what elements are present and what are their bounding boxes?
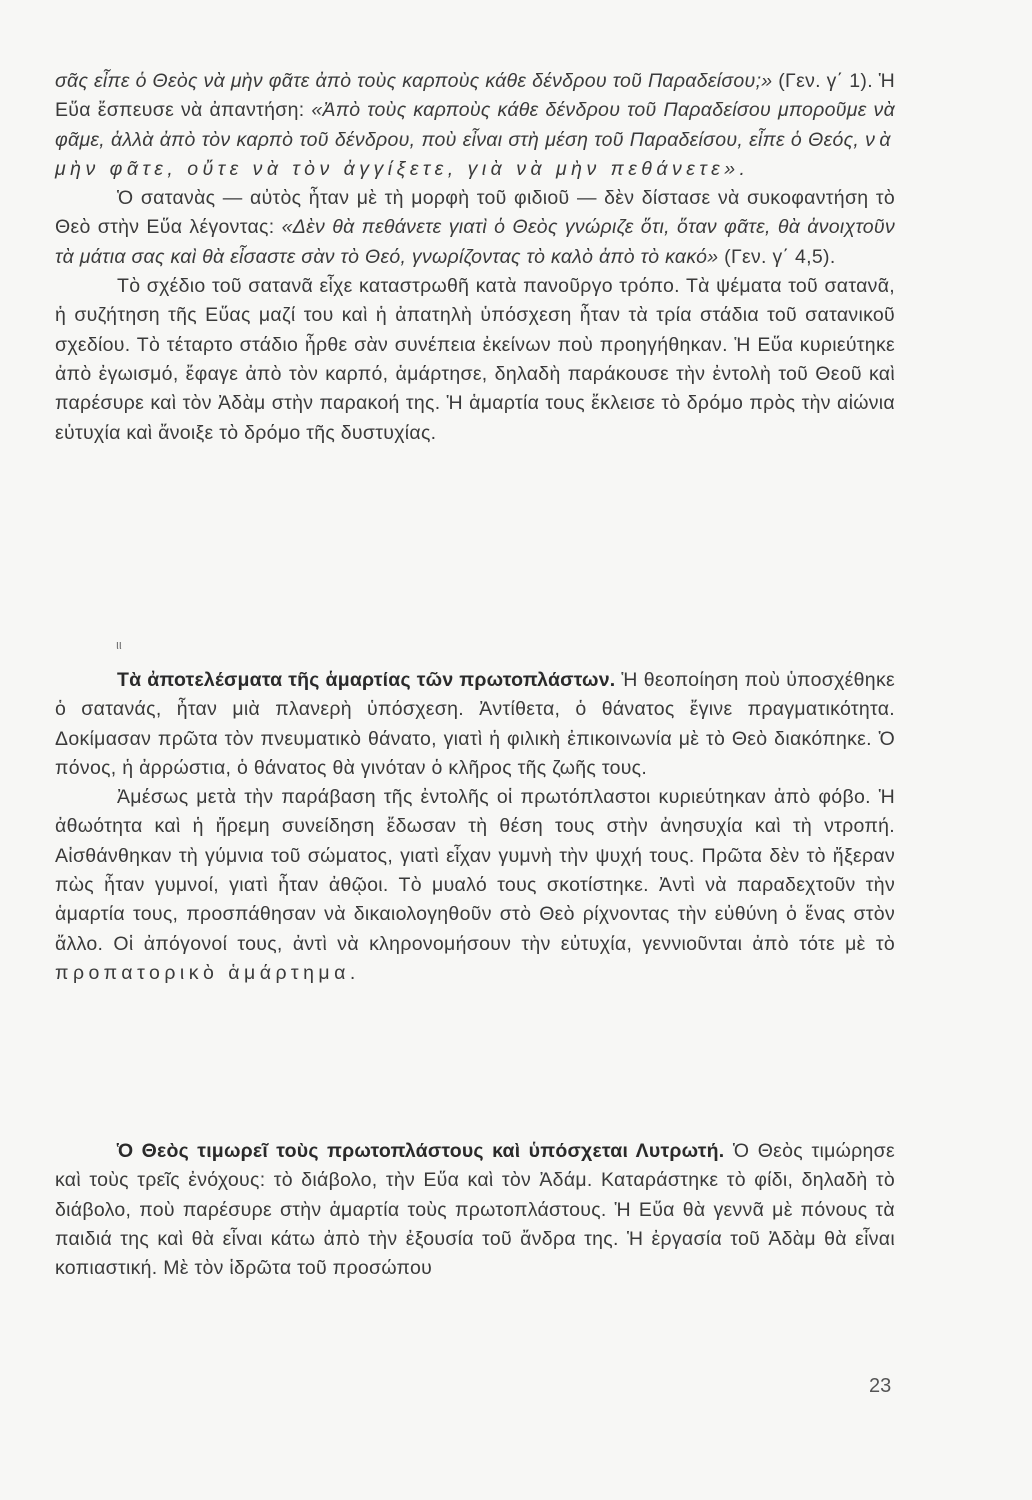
consequences-text: Ἡ θεοποίηση ποὺ ὑποσχέθηκε ὁ σατανάς, ἦταν μιὰ πλανερὴ ὑπόσχεση. Ἀντίθετα, ὁ θάνατος ἔγινε πραγματικότητα. Δοκίμασαν πρῶτα τὸν πνευματικὸ θάνατο, γιατὶ ἡ φιλικὴ ἐπικοινωνία μὲ τὸ Θεὸ διακόπηκε. Ὁ πόνος, ἡ ἀρρώστια, ὁ θάνατος θὰ γινόταν ὁ κλῆρος τῆς ζωῆς τους. — [55, 669, 895, 779]
section-heading-punishment: Ὁ Θεὸς τιμωρεῖ τοὺς πρωτοπλάστους καὶ ὑπόσχεται Λυτρωτή. — [117, 1140, 725, 1162]
text-block-punishment — [55, 1137, 895, 1283]
paragraph-satan-slander — [55, 184, 895, 272]
reference-gen-3-4-5: (Γεν. γ΄ 4,5). — [718, 245, 836, 268]
section-heading-consequences: Τὰ ἀποτελέσματα τῆς ἁμαρτίας τῶν πρωτοπλάστων. — [117, 669, 616, 691]
satan-intro-text: Ὁ σατανὰς — αὐτὸς ἦταν μὲ τὴ μορφὴ τοῦ φιδιοῦ — δὲν δίστασε νὰ συκοφαντήση τὸ Θεὸ στὴν Εὕα λέγοντας: — [55, 187, 895, 239]
fear-and-shame-text: Ἀμέσως μετὰ τὴν παράβαση τῆς ἐντολῆς οἱ πρωτόπλαστοι κυριεύτηκαν ἀπὸ φόβο. Ἡ ἀθωότητα καὶ ἡ ἤρεμη συνείδηση ἔδωσαν τὴ θέση τους στὴν ἀνησυχία καὶ τὴ ντροπή. Αἰσθάνθηκαν τὴ γύμνια τοῦ σώματος, γιατὶ εἶχαν γυμνὴ τὴν ψυχή τους. Πρῶτα δὲν τὸ ἤξεραν πὼς ἦταν γυμνοί, γιατὶ ἦταν ἀθῷοι. Τὸ μυαλό τους σκοτίστηκε. Ἀντὶ νὰ παραδεχτοῦν τὴν ἁμαρτία τους, προσπάθησαν νὰ δικαιολογηθοῦν στὸ Θεὸ ρίχνοντας τὴν εὐθύνη ὁ ἕνας στὸν ἄλλο. Οἱ ἀπόγονοί τους, ἀντὶ νὰ κληρονομήσουν τὴν εὐτυχία, γεννιοῦνται ἀπὸ τότε μὲ τὸ — [55, 786, 895, 955]
page-number: 23 — [869, 1375, 892, 1397]
quote-eve-answer-spaced: νὰ μὴν φᾶτε, οὔτε νὰ τὸν ἀγγίξετε, γιὰ νὰ μὴν πεθάνετε». — [55, 128, 895, 180]
paragraph-eve-answer — [55, 67, 895, 184]
text-block-consequences — [55, 666, 895, 988]
text-block-opening — [55, 67, 895, 448]
quote-serpent-question: σᾶς εἶπε ὁ Θεὸς νὰ μὴν φᾶτε ἀπὸ τοὺς καρποὺς κάθε δένδρου τοῦ Παραδείσου;» — [55, 70, 773, 92]
paragraph-fear-and-shame — [55, 783, 895, 988]
quote-satan-lie: «Δὲν θὰ πεθάνετε γιατὶ ὁ Θεὸς γνώριζε ὅτι, ὅταν φᾶτε, θὰ ἀνοιχτοῦν τὰ μάτια σας καὶ θὰ εἶσαστε σὰν τὸ Θεό, γνωρίζοντας τὸ καλὸ ἀπὸ τὸ κακό» — [55, 216, 896, 268]
reference-gen-3-1: (Γεν. γ΄ 1). Ἡ Εὕα ἔσπευσε νὰ ἀπαντήση: — [55, 70, 895, 122]
punishment-text: Ὁ Θεὸς τιμώρησε καὶ τοὺς τρεῖς ἐνόχους: τὸ διάβολο, τὴν Εὕα καὶ τὸν Ἀδάμ. Καταράστηκε τὸ φίδι, δηλαδὴ τὸ διάβολο, ποὺ παρέσυρε στὴν ἁμαρτία τοὺς πρωτοπλάστους. Ἡ Εὕα θὰ γεννᾶ μὲ πόνους τὰ παιδιά της καὶ θὰ εἶναι κάτω ἀπὸ τὴν ἐξουσία τοῦ ἄνδρα της. Ἡ ἐργασία τοῦ Ἀδὰμ θὰ εἶναι κοπιαστική. Μὲ τὸν ἱδρῶτα τοῦ προσώπου — [55, 1140, 896, 1280]
paragraph-consequences — [55, 666, 895, 783]
paragraph-punishment — [55, 1137, 895, 1283]
stray-mark: ιι — [116, 637, 122, 652]
quote-eve-answer: «Ἀπὸ τοὺς καρποὺς κάθε δένδρου τοῦ Παραδείσου μποροῦμε νὰ φᾶμε, ἀλλὰ ἀπὸ τὸν καρπὸ τοῦ δένδρου, ποὺ εἶναι στὴ μέση τοῦ Παραδείσου, εἶπε ὁ Θεός, — [55, 99, 895, 151]
paragraph-satan-plan: Τὸ σχέδιο τοῦ σατανᾶ εἶχε καταστρωθῆ κατὰ πανοῦργο τρόπο. Τὰ ψέματα τοῦ σατανᾶ, ἡ συζήτηση τῆς Εὕας μαζί του καὶ ἡ ἀπατηλὴ ὑπόσχεση ἦταν τὰ τρία στάδια τοῦ σατανικοῦ σχεδίου. Τὸ τέταρτο στάδιο ἦρθε σὰν συνέπεια ἐκείνων ποὺ προηγήθηκαν. Ἡ Εὕα κυριεύτηκε ἀπὸ ἐγωισμό, ἔφαγε ἀπὸ τὸν καρπό, ἁμάρτησε, δηλαδὴ παράκουσε τὴν ἐντολὴ τοῦ Θεοῦ καὶ παρέσυρε καὶ τὸν Ἀδὰμ στὴν παρακοή της. Ἡ ἁμαρτία τους ἔκλεισε τὸ δρόμο πρὸς τὴν αἰώνια εὐτυχία καὶ ἄνοιξε τὸ δρόμο τῆς δυστυχίας. — [55, 275, 895, 444]
original-sin-term: προπατορικὸ ἁμάρτημα. — [55, 961, 360, 984]
